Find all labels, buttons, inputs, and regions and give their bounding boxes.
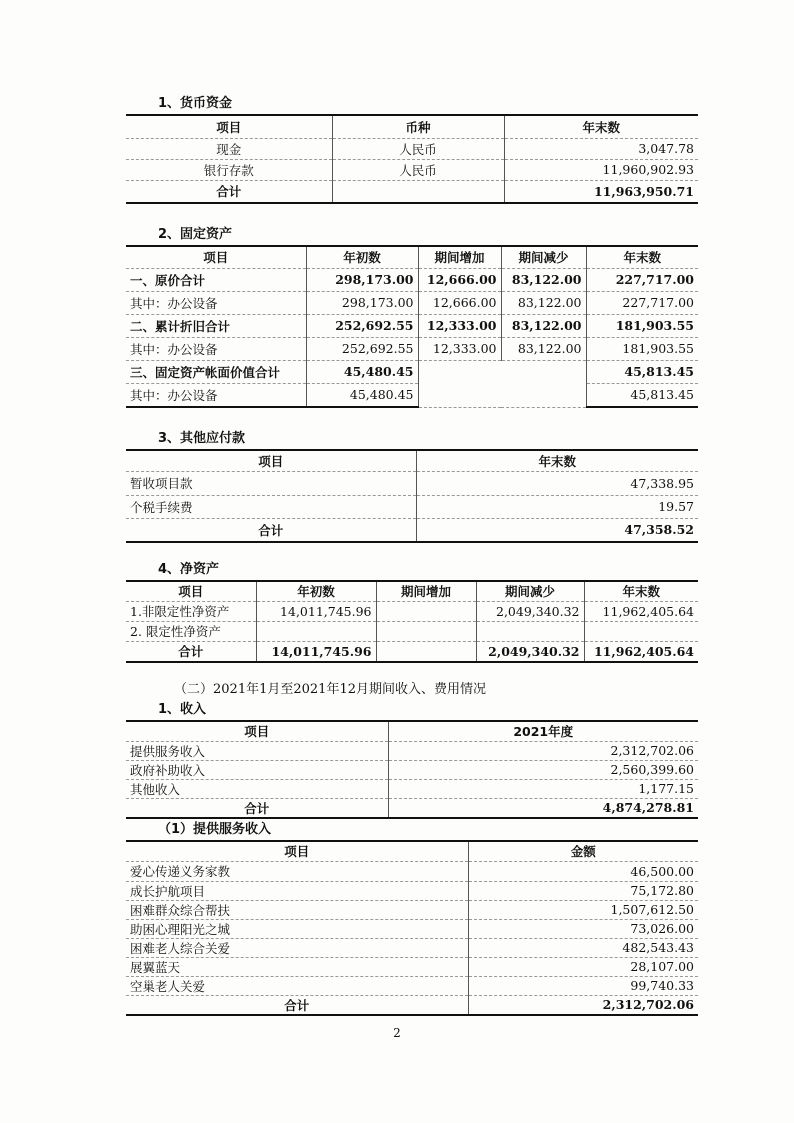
section-income [126, 700, 698, 819]
cell-item: 困难老人综合关爱 [126, 938, 468, 957]
table-row [126, 621, 698, 641]
table-header-row [126, 721, 698, 741]
table-row [126, 938, 698, 957]
table-header-row [126, 246, 698, 268]
column-header: 项目 [126, 581, 256, 601]
section-title: （1）提供服务收入 [158, 822, 272, 837]
cell-value: 83,122.00 [501, 291, 586, 314]
cell-amount: 2,312,702.06 [388, 741, 698, 760]
cell-total-label: 合计 [126, 518, 416, 542]
table-header-row [126, 450, 698, 471]
cell-value [376, 641, 476, 662]
cell-currency: 人民币 [332, 138, 504, 159]
cell-currency: 人民币 [332, 159, 504, 180]
column-header: 期间减少 [476, 581, 584, 601]
column-header: 年末数 [584, 581, 698, 601]
cell-amount: 46,500.00 [468, 861, 698, 881]
table-row [126, 383, 698, 407]
cell-value [476, 621, 584, 641]
cell-amount: 11,960,902.93 [504, 159, 698, 180]
section-title: 4、净资产 [158, 562, 220, 577]
cell-value: 14,011,745.96 [256, 641, 376, 662]
column-header: 期间增加 [376, 581, 476, 601]
cell-value: 181,903.55 [586, 337, 698, 360]
cell-value [376, 621, 476, 641]
cell-value: 45,813.45 [586, 383, 698, 407]
total-row [126, 798, 698, 818]
cell-value: 83,122.00 [501, 268, 586, 291]
cell-value: 11,962,405.64 [584, 601, 698, 621]
cell-value: 11,962,405.64 [584, 641, 698, 662]
table-header-row [126, 841, 698, 861]
cell-value: 298,173.00 [306, 291, 418, 314]
cell-value: 2,049,340.32 [476, 641, 584, 662]
page-number: 2 [393, 1026, 401, 1040]
table-row [126, 881, 698, 900]
cell-value: 2,049,340.32 [476, 601, 584, 621]
cell-amount: 482,543.43 [468, 938, 698, 957]
cell-empty [332, 180, 504, 203]
table-row [126, 471, 698, 495]
table-header-row [126, 115, 698, 138]
cell-item: 空巢老人关爱 [126, 976, 468, 995]
cell-amount: 3,047.78 [504, 138, 698, 159]
table-row [126, 601, 698, 621]
cell-value: 12,666.00 [418, 268, 501, 291]
section-net-assets [126, 560, 698, 663]
cell-amount: 1,177.15 [388, 779, 698, 798]
table-row [126, 291, 698, 314]
column-header: 年初数 [306, 246, 418, 268]
column-header: 项目 [126, 721, 388, 741]
total-row [126, 518, 698, 542]
column-header: 币种 [332, 115, 504, 138]
table-row [126, 976, 698, 995]
cell-value: 12,333.00 [418, 337, 501, 360]
column-header: 项目 [126, 246, 306, 268]
table-row [126, 957, 698, 976]
table-row [126, 159, 698, 180]
section-title: 3、其他应付款 [158, 431, 246, 446]
table-header-row [126, 581, 698, 601]
cell-amount: 75,172.80 [468, 881, 698, 900]
cell-total-amount: 2,312,702.06 [468, 995, 698, 1015]
cell-amount: 73,026.00 [468, 919, 698, 938]
table-row [126, 314, 698, 337]
cell-total-label: 合计 [126, 641, 256, 662]
column-header: 项目 [126, 115, 332, 138]
cell-value: 83,122.00 [501, 314, 586, 337]
cell-amount: 47,338.95 [416, 471, 698, 495]
total-row [126, 995, 698, 1015]
cell-item: 银行存款 [126, 159, 332, 180]
cell-value: 252,692.55 [306, 314, 418, 337]
cell-item: 三、固定资产帐面价值合计 [126, 360, 306, 383]
cell-value: 14,011,745.96 [256, 601, 376, 621]
cell-value: 45,813.45 [586, 360, 698, 383]
section-title: 2、固定资产 [158, 227, 233, 242]
table-row [126, 495, 698, 518]
table-row [126, 861, 698, 881]
cell-item: 政府补助收入 [126, 760, 388, 779]
section-fixed-assets [126, 225, 698, 408]
column-header: 项目 [126, 841, 468, 861]
cell-total-amount: 11,963,950.71 [504, 180, 698, 203]
column-header: 年末数 [416, 450, 698, 471]
section-other-payables [126, 429, 698, 543]
cell-value: 227,717.00 [586, 268, 698, 291]
cell-item: 现金 [126, 138, 332, 159]
cell-value [256, 621, 376, 641]
cell-item: 展翼蓝天 [126, 957, 468, 976]
cell-item: 二、累计折旧合计 [126, 314, 306, 337]
cell-value: 45,480.45 [306, 383, 418, 407]
column-header: 年末数 [504, 115, 698, 138]
cell-value: 227,717.00 [586, 291, 698, 314]
column-header: 期间减少 [501, 246, 586, 268]
cell-value: 181,903.55 [586, 314, 698, 337]
cell-item: 暂收项目款 [126, 471, 416, 495]
cell-value [584, 621, 698, 641]
table-row [126, 741, 698, 760]
cell-amount: 28,107.00 [468, 957, 698, 976]
cell-value: 298,173.00 [306, 268, 418, 291]
column-header: 年末数 [586, 246, 698, 268]
table-row [126, 760, 698, 779]
cell-value: 45,480.45 [306, 360, 418, 383]
part-two-heading [126, 679, 698, 701]
cell-item: 助困心理阳光之城 [126, 919, 468, 938]
cell-item: 困难群众综合帮扶 [126, 900, 468, 919]
section-title: 1、收入 [158, 702, 207, 717]
cell-value [376, 601, 476, 621]
cell-total-amount: 4,874,278.81 [388, 798, 698, 818]
column-header: 期间增加 [418, 246, 501, 268]
cell-total-amount: 47,358.52 [416, 518, 698, 542]
table-row [126, 138, 698, 159]
table-row [126, 268, 698, 291]
cell-value: 83,122.00 [501, 337, 586, 360]
cell-item: 其中：办公设备 [126, 383, 306, 407]
cell-amount: 19.57 [416, 495, 698, 518]
table-row [126, 919, 698, 938]
table-row [126, 360, 698, 383]
income-table [126, 720, 698, 819]
section-monetary-funds [126, 94, 698, 204]
cell-amount: 1,507,612.50 [468, 900, 698, 919]
net-assets-table [126, 580, 698, 663]
cell-empty-merged [418, 360, 586, 407]
monetary-funds-table [126, 114, 698, 204]
service-income-table [126, 840, 698, 1016]
section-title: 1、货币资金 [158, 96, 233, 111]
table-row [126, 900, 698, 919]
cell-item: 成长护航项目 [126, 881, 468, 900]
column-header: 金额 [468, 841, 698, 861]
cell-item: 其他收入 [126, 779, 388, 798]
other-payables-table [126, 449, 698, 543]
fixed-assets-table [126, 245, 698, 408]
total-row [126, 180, 698, 203]
cell-item: 其中：办公设备 [126, 337, 306, 360]
cell-item: 一、原价合计 [126, 268, 306, 291]
cell-amount: 99,740.33 [468, 976, 698, 995]
table-row [126, 337, 698, 360]
cell-value: 12,666.00 [418, 291, 501, 314]
column-header: 项目 [126, 450, 416, 471]
cell-total-label: 合计 [126, 798, 388, 818]
column-header: 2021年度 [388, 721, 698, 741]
cell-amount: 2,560,399.60 [388, 760, 698, 779]
cell-item: 爱心传递义务家教 [126, 861, 468, 881]
cell-item: 个税手续费 [126, 495, 416, 518]
cell-total-label: 合计 [126, 995, 468, 1015]
cell-item: 1.非限定性净资产 [126, 601, 256, 621]
column-header: 年初数 [256, 581, 376, 601]
cell-item: 2. 限定性净资产 [126, 621, 256, 641]
total-row [126, 641, 698, 662]
cell-value: 12,333.00 [418, 314, 501, 337]
cell-value: 252,692.55 [306, 337, 418, 360]
part-title: （二）2021年1月至2021年12月期间收入、费用情况 [174, 682, 486, 697]
section-service-income [126, 820, 698, 1016]
cell-total-label: 合计 [126, 180, 332, 203]
cell-item: 提供服务收入 [126, 741, 388, 760]
cell-item: 其中：办公设备 [126, 291, 306, 314]
table-row [126, 779, 698, 798]
